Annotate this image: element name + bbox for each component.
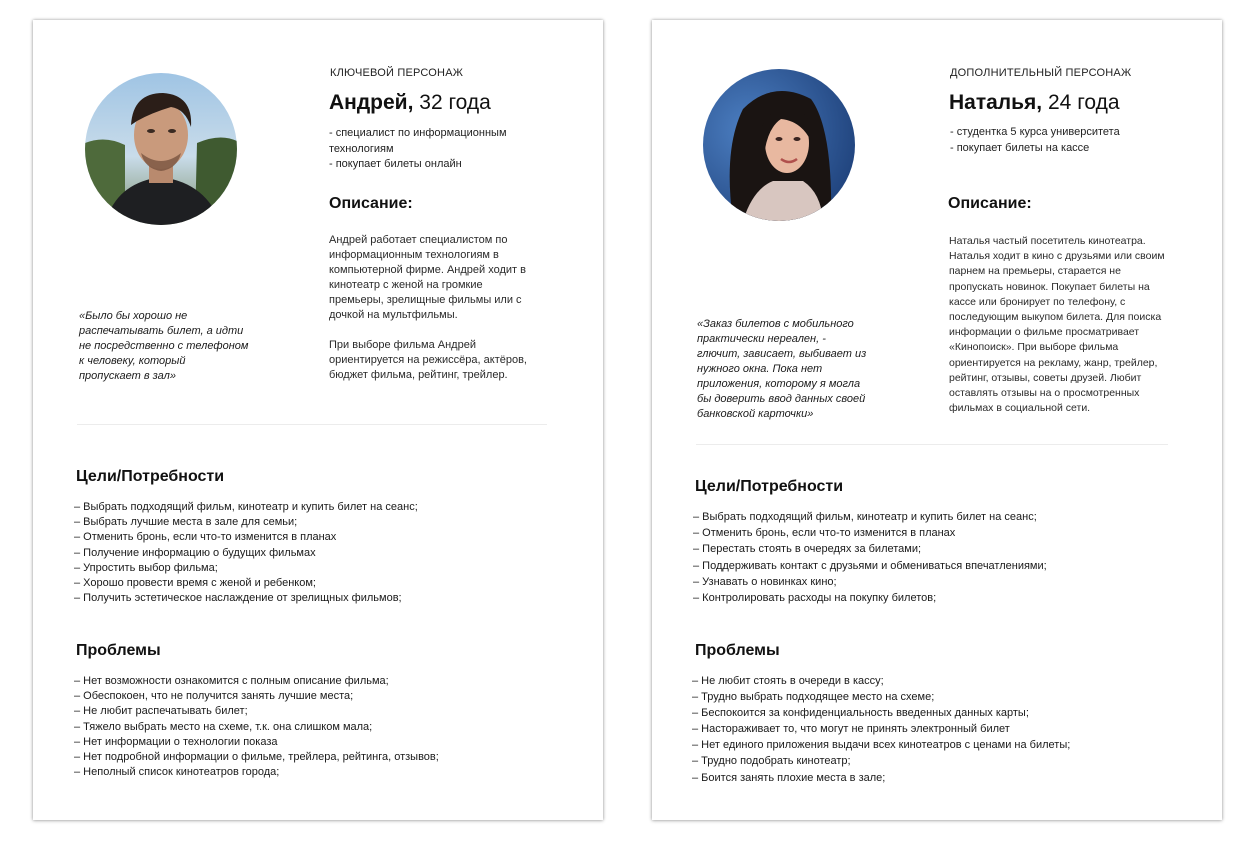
persona-first-name: Наталья, [949,91,1043,114]
description-text [949,234,1165,416]
persona-age: 24 года [1048,91,1120,114]
list-item: – Трудно выбрать подходящее место на схеме; [692,691,935,704]
section-divider [77,424,547,425]
list-item: – Тяжело выбрать место на схеме, т.к. она слишком мала; [74,720,373,733]
list-item: – Нет единого приложения выдачи всех кинотеатров с ценами на билеты; [692,739,1071,752]
list-item: – Не любит стоять в очереди в кассу; [692,675,884,687]
fact-line: технологиям [329,142,394,155]
list-item: – Беспокоится за конфиденциальность введенных данных карты; [692,707,1029,720]
list-item: – Отменить бронь, если что-то изменится в планах [74,531,337,544]
portrait-photo-natalya [703,69,855,221]
fact-line: - студентка 5 курса университета [950,126,1120,138]
list-item: – Получить эстетическое наслаждение от зрелищных фильмов; [74,592,402,605]
persona-quote: «Заказ билетов с мобильного практически нереален, - глючит, зависает, выбивает из нужного окна. Пока нет приложения, которому я могла бы доверить ввод данных своей банковской карточки» [697,318,867,420]
description-paragraph: При выборе фильма Андрей ориентируется на режиссёра, актёров, бюджет фильма, рейтинг, трейлер. [329,339,527,381]
list-item: – Обеспокоен, что не получится занять лучшие места; [74,690,354,703]
persona-facts [329,126,507,173]
list-item: – Выбрать лучшие места в зале для семьи; [74,516,298,529]
list-item: – Неполный список кинотеатров города; [74,766,280,779]
list-item: – Упростить выбор фильма; [74,561,218,574]
list-item: – Узнавать о новинках кино; [693,575,837,588]
list-item: – Не любит распечатывать билет; [74,705,248,718]
list-item: – Выбрать подходящий фильм, кинотеатр и купить билет на сеанс; [693,511,1037,523]
list-item: – Выбрать подходящий фильм, кинотеатр и купить билет на сеанс; [74,501,418,513]
fact-line: - покупает билеты на кассе [950,141,1090,154]
section-divider [696,444,1168,445]
persona-age: 32 года [419,91,491,114]
list-item: – Нет подробной информации о фильме, трейлера, рейтинга, отзывов; [74,751,439,764]
problems-list [74,674,439,780]
goals-heading: Цели/Потребности [695,478,844,495]
list-item: – Хорошо провести время с женой и ребенком; [74,577,316,590]
list-item: – Нет информации о технологии показа [74,735,278,748]
persona-card-natalya [652,20,1222,820]
fact-line: - специалист по информационным [329,127,507,139]
persona-facts [950,125,1120,156]
avatar-natalya [703,69,855,221]
list-item: – Получение информацию о будущих фильмах [74,546,316,559]
goals-heading: Цели/Потребности [76,468,225,485]
persona-role: КЛЮЧЕВОЙ ПЕРСОНАЖ [330,67,464,79]
description-heading: Описание: [329,195,413,212]
description-heading: Описание: [948,195,1032,212]
persona-name [949,90,1120,116]
persona-name [329,90,491,116]
goals-list [693,509,1047,606]
persona-card-andrey [33,20,603,820]
problems-heading: Проблемы [76,642,161,659]
persona-quote: «Было бы хорошо не распечатывать билет, а идти не посредственно с телефоном к человеку, который пропускает в зал» [79,310,249,382]
portrait-photo-andrey [85,73,237,225]
list-item: – Отменить бронь, если что-то изменится в планах [693,527,956,540]
persona-first-name: Андрей, [329,91,414,114]
list-item: – Трудно подобрать кинотеатр; [692,755,851,768]
goals-list [74,500,418,606]
description-paragraph: Наталья частый посетитель кинотеатра. Наталья ходит в кино с друзьями или своим парнем на премьеры, старается не пропускать новинок. Покупает билеты на кассе или бронирует по телефону, с последующим выкупом билета. Для поиска информации о фильме просматривает «Кинопоиск». При выборе фильма ориентируется на рекламу, жанр, трейлер, рейтинг, отзывы, советы друзей. Любит оставлять отзывы на о просмотренных фильмах в социальной сети. [949,235,1165,415]
description-paragraph: Андрей работает специалистом по информационным технологиям в компьютерной фирме. Андрей ходит в кинотеатр с женой на громкие премьеры, зрелищные фильмы или с дочкой на мультфильмы. [329,234,526,321]
list-item: – Перестать стоять в очередях за билетами; [693,543,922,556]
avatar-andrey [85,73,237,225]
problems-heading: Проблемы [695,642,780,659]
list-item: – Настораживает то, что могут не принять электронный билет [692,723,1010,736]
list-item: – Боится занять плохие места в зале; [692,771,886,784]
list-item: – Нет возможности ознакомится с полным описание фильма; [74,675,389,687]
problems-list [692,673,1070,786]
list-item: – Поддерживать контакт с друзьями и обмениваться впечатлениями; [693,559,1047,572]
fact-line: - покупает билеты онлайн [329,158,462,170]
persona-role: ДОПОЛНИТЕЛЬНЫЙ ПЕРСОНАЖ [950,67,1132,79]
description-text [329,233,527,383]
list-item: – Контролировать расходы на покупку билетов; [693,592,937,605]
